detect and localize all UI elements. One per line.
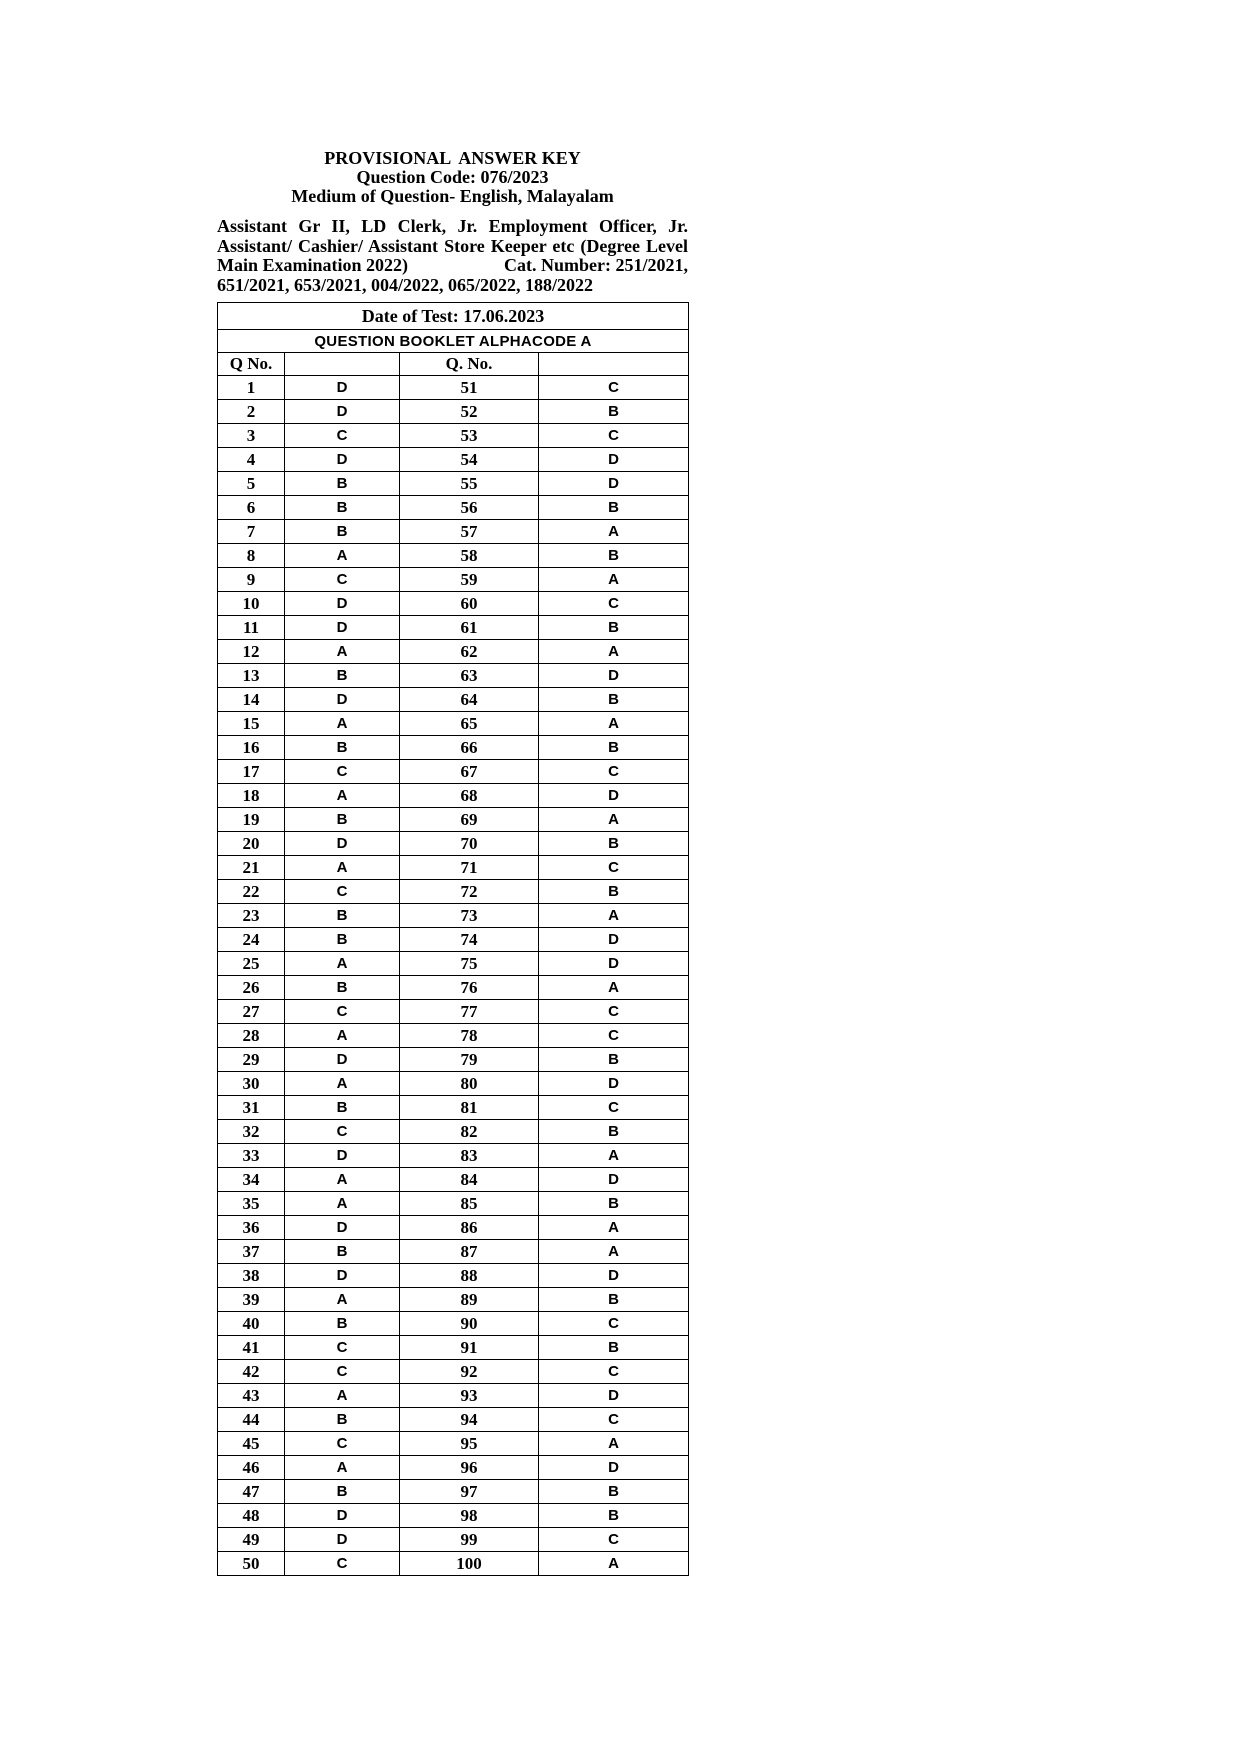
answer-header-left [285,353,400,376]
question-number-cell: 82 [400,1120,539,1144]
answer-row [218,1048,689,1072]
question-number-cell: 7 [218,520,285,544]
question-number-cell: 89 [400,1288,539,1312]
answer-cell: A [539,520,689,544]
question-number-cell: 61 [400,616,539,640]
question-number-cell: 27 [218,1000,285,1024]
question-number-cell: 91 [400,1336,539,1360]
question-number-cell: 75 [400,952,539,976]
question-number-cell: 14 [218,688,285,712]
answer-row [218,1456,689,1480]
answer-cell: D [539,1168,689,1192]
alphacode-row [218,330,689,353]
answer-cell: B [539,616,689,640]
answer-cell: B [539,832,689,856]
answer-cell: D [285,1528,400,1552]
answer-row [218,712,689,736]
answer-cell: D [539,664,689,688]
answer-row [218,1480,689,1504]
question-number-cell: 44 [218,1408,285,1432]
question-number-cell: 51 [400,376,539,400]
question-number-cell: 87 [400,1240,539,1264]
question-number-cell: 65 [400,712,539,736]
answer-row [218,1072,689,1096]
question-number-cell: 49 [218,1528,285,1552]
question-number-cell: 2 [218,400,285,424]
question-number-cell: 100 [400,1552,539,1576]
answer-table-body [218,376,689,1576]
question-number-cell: 96 [400,1456,539,1480]
question-number-cell: 8 [218,544,285,568]
answer-cell: B [539,1048,689,1072]
answer-cell: D [539,928,689,952]
answer-cell: D [539,1384,689,1408]
answer-cell: A [285,1192,400,1216]
answer-cell: A [539,1216,689,1240]
answer-cell: C [285,1432,400,1456]
answer-cell: B [539,400,689,424]
title-block [217,149,688,206]
answer-cell: A [285,640,400,664]
answer-cell: D [285,1048,400,1072]
answer-row [218,592,689,616]
answer-cell: C [285,1000,400,1024]
question-number-cell: 24 [218,928,285,952]
question-number-cell: 56 [400,496,539,520]
answer-cell: D [285,1264,400,1288]
answer-cell: D [285,1504,400,1528]
answer-cell: D [285,400,400,424]
content-column [217,0,688,1576]
answer-cell: A [285,1384,400,1408]
question-number-cell: 3 [218,424,285,448]
answer-row [218,928,689,952]
answer-cell: C [539,1000,689,1024]
question-number-cell: 19 [218,808,285,832]
question-number-cell: 98 [400,1504,539,1528]
date-of-test-row [218,303,689,330]
answer-cell: B [285,496,400,520]
answer-cell: B [285,808,400,832]
question-number-cell: 59 [400,568,539,592]
answer-cell: B [539,688,689,712]
answer-row [218,784,689,808]
answer-cell: C [285,880,400,904]
alphacode-header: QUESTION BOOKLET ALPHACODE A [218,330,689,353]
answer-cell: C [539,1024,689,1048]
question-number-cell: 34 [218,1168,285,1192]
cat-number-label: Cat. Number: 251/2021, [504,255,688,275]
medium-of-question: Medium of Question- English, Malayalam [291,186,614,206]
answer-row [218,904,689,928]
answer-row [218,1240,689,1264]
answer-row [218,1264,689,1288]
answer-row [218,1144,689,1168]
question-number-cell: 64 [400,688,539,712]
answer-cell: A [539,1240,689,1264]
answer-row [218,1408,689,1432]
post-description-line3 [217,256,688,276]
answer-row [218,856,689,880]
answer-cell: D [285,376,400,400]
question-number-cell: 4 [218,448,285,472]
answer-cell: C [539,760,689,784]
page-title: PROVISIONAL ANSWER KEY [324,148,581,168]
date-of-test: Date of Test: 17.06.2023 [218,303,689,330]
question-number-cell: 74 [400,928,539,952]
question-number-cell: 26 [218,976,285,1000]
question-number-cell: 5 [218,472,285,496]
answer-cell: B [539,1288,689,1312]
question-number-cell: 42 [218,1360,285,1384]
answer-row [218,376,689,400]
qno-header-left: Q No. [218,353,285,376]
answer-row [218,1000,689,1024]
answer-cell: A [539,1144,689,1168]
question-number-cell: 99 [400,1528,539,1552]
question-number-cell: 28 [218,1024,285,1048]
answer-cell: A [539,640,689,664]
answer-row [218,808,689,832]
answer-cell: C [539,1312,689,1336]
answer-cell: B [539,1504,689,1528]
column-header-row [218,353,689,376]
answer-cell: A [285,1024,400,1048]
question-number-cell: 86 [400,1216,539,1240]
answer-row [218,424,689,448]
answer-cell: B [539,1120,689,1144]
question-number-cell: 36 [218,1216,285,1240]
question-number-cell: 46 [218,1456,285,1480]
answer-row [218,544,689,568]
question-number-cell: 30 [218,1072,285,1096]
answer-cell: D [539,1264,689,1288]
answer-cell: B [285,472,400,496]
answer-row [218,1504,689,1528]
answer-row [218,1528,689,1552]
answer-row [218,448,689,472]
answer-cell: D [539,1072,689,1096]
answer-cell: C [285,424,400,448]
question-number-cell: 20 [218,832,285,856]
answer-cell: C [285,1120,400,1144]
answer-cell: A [539,808,689,832]
answer-cell: A [285,544,400,568]
question-number-cell: 70 [400,832,539,856]
answer-cell: A [285,856,400,880]
question-code: Question Code: 076/2023 [356,167,549,187]
answer-cell: B [285,1096,400,1120]
answer-cell: C [539,424,689,448]
answer-row [218,616,689,640]
answer-row [218,1288,689,1312]
question-number-cell: 84 [400,1168,539,1192]
question-number-cell: 22 [218,880,285,904]
answer-cell: A [285,1288,400,1312]
answer-cell: C [285,1336,400,1360]
question-number-cell: 6 [218,496,285,520]
answer-cell: B [539,736,689,760]
question-number-cell: 11 [218,616,285,640]
question-number-cell: 39 [218,1288,285,1312]
answer-cell: B [285,976,400,1000]
question-number-cell: 60 [400,592,539,616]
answer-cell: D [285,592,400,616]
question-number-cell: 79 [400,1048,539,1072]
question-number-cell: 93 [400,1384,539,1408]
answer-cell: D [539,1456,689,1480]
answer-cell: B [285,1408,400,1432]
answer-row [218,1432,689,1456]
answer-cell: B [539,1192,689,1216]
question-number-cell: 90 [400,1312,539,1336]
answer-cell: B [285,664,400,688]
question-number-cell: 37 [218,1240,285,1264]
answer-key-table [217,302,689,1576]
question-number-cell: 23 [218,904,285,928]
answer-row [218,736,689,760]
answer-cell: A [539,1432,689,1456]
question-number-cell: 81 [400,1096,539,1120]
answer-row [218,640,689,664]
question-number-cell: 35 [218,1192,285,1216]
question-number-cell: 88 [400,1264,539,1288]
question-number-cell: 29 [218,1048,285,1072]
question-number-cell: 66 [400,736,539,760]
answer-cell: A [539,904,689,928]
answer-cell: C [285,568,400,592]
answer-cell: D [285,832,400,856]
question-number-cell: 63 [400,664,539,688]
answer-row [218,760,689,784]
answer-cell: C [539,856,689,880]
answer-cell: A [285,1072,400,1096]
answer-cell: C [539,1408,689,1432]
question-number-cell: 58 [400,544,539,568]
question-number-cell: 76 [400,976,539,1000]
main-exam-label: Main Examination 2022) [217,255,409,275]
question-number-cell: 71 [400,856,539,880]
answer-cell: A [285,784,400,808]
qno-header-right: Q. No. [400,353,539,376]
answer-cell: D [539,784,689,808]
answer-row [218,832,689,856]
answer-cell: B [285,1312,400,1336]
answer-cell: A [285,1456,400,1480]
answer-row [218,1168,689,1192]
question-number-cell: 78 [400,1024,539,1048]
answer-cell: C [539,376,689,400]
answer-row [218,472,689,496]
answer-cell: A [539,568,689,592]
question-number-cell: 48 [218,1504,285,1528]
question-number-cell: 41 [218,1336,285,1360]
question-number-cell: 9 [218,568,285,592]
answer-cell: D [539,472,689,496]
question-number-cell: 73 [400,904,539,928]
answer-cell: D [285,616,400,640]
answer-header-right [539,353,689,376]
answer-row [218,400,689,424]
question-number-cell: 52 [400,400,539,424]
answer-row [218,880,689,904]
question-number-cell: 21 [218,856,285,880]
answer-cell: C [285,1360,400,1384]
question-number-cell: 13 [218,664,285,688]
answer-cell: A [539,976,689,1000]
answer-cell: A [285,712,400,736]
answer-row [218,1216,689,1240]
answer-cell: B [539,1336,689,1360]
answer-row [218,568,689,592]
question-number-cell: 83 [400,1144,539,1168]
question-number-cell: 85 [400,1192,539,1216]
question-number-cell: 16 [218,736,285,760]
answer-cell: C [539,1360,689,1384]
answer-cell: D [539,952,689,976]
answer-cell: A [285,1168,400,1192]
question-number-cell: 10 [218,592,285,616]
question-number-cell: 68 [400,784,539,808]
answer-cell: B [539,544,689,568]
question-number-cell: 97 [400,1480,539,1504]
answer-cell: D [285,1144,400,1168]
answer-cell: B [285,928,400,952]
answer-row [218,1096,689,1120]
answer-cell: D [285,688,400,712]
answer-row [218,1360,689,1384]
answer-cell: C [539,1528,689,1552]
question-number-cell: 15 [218,712,285,736]
answer-cell: A [539,712,689,736]
question-number-cell: 50 [218,1552,285,1576]
question-number-cell: 12 [218,640,285,664]
answer-cell: B [285,1240,400,1264]
answer-cell: B [285,904,400,928]
answer-cell: C [285,1552,400,1576]
answer-cell: B [539,1480,689,1504]
answer-cell: A [285,952,400,976]
question-number-cell: 72 [400,880,539,904]
answer-cell: B [285,736,400,760]
post-description-line1: Assistant Gr II, LD Clerk, Jr. Employment Officer, Jr. [217,216,688,236]
answer-row [218,1024,689,1048]
answer-row [218,1312,689,1336]
question-number-cell: 43 [218,1384,285,1408]
answer-cell: B [539,496,689,520]
answer-row [218,664,689,688]
answer-cell: B [285,520,400,544]
answer-cell: D [285,448,400,472]
answer-cell: C [539,1096,689,1120]
question-number-cell: 77 [400,1000,539,1024]
question-number-cell: 38 [218,1264,285,1288]
question-number-cell: 31 [218,1096,285,1120]
question-number-cell: 33 [218,1144,285,1168]
question-number-cell: 40 [218,1312,285,1336]
answer-row [218,1336,689,1360]
answer-cell: D [539,448,689,472]
answer-row [218,1552,689,1576]
question-number-cell: 17 [218,760,285,784]
question-number-cell: 47 [218,1480,285,1504]
question-number-cell: 92 [400,1360,539,1384]
answer-cell: C [539,592,689,616]
answer-cell: B [285,1480,400,1504]
question-number-cell: 67 [400,760,539,784]
question-number-cell: 18 [218,784,285,808]
answer-cell: B [539,880,689,904]
question-number-cell: 80 [400,1072,539,1096]
answer-row [218,976,689,1000]
post-description [217,217,688,295]
answer-row [218,496,689,520]
question-number-cell: 57 [400,520,539,544]
question-number-cell: 62 [400,640,539,664]
question-number-cell: 1 [218,376,285,400]
post-description-line2: Assistant/ Cashier/ Assistant Store Keeper etc (Degree Level [217,235,688,256]
question-number-cell: 95 [400,1432,539,1456]
answer-row [218,520,689,544]
question-number-cell: 53 [400,424,539,448]
question-number-cell: 25 [218,952,285,976]
answer-row [218,952,689,976]
question-number-cell: 94 [400,1408,539,1432]
answer-cell: C [285,760,400,784]
answer-cell: A [539,1552,689,1576]
answer-row [218,1384,689,1408]
question-number-cell: 54 [400,448,539,472]
answer-cell: D [285,1216,400,1240]
question-number-cell: 55 [400,472,539,496]
question-number-cell: 45 [218,1432,285,1456]
answer-row [218,1120,689,1144]
post-description-line4: 651/2021, 653/2021, 004/2022, 065/2022, 188/2022 [217,274,594,295]
question-number-cell: 32 [218,1120,285,1144]
answer-row [218,688,689,712]
answer-row [218,1192,689,1216]
question-number-cell: 69 [400,808,539,832]
